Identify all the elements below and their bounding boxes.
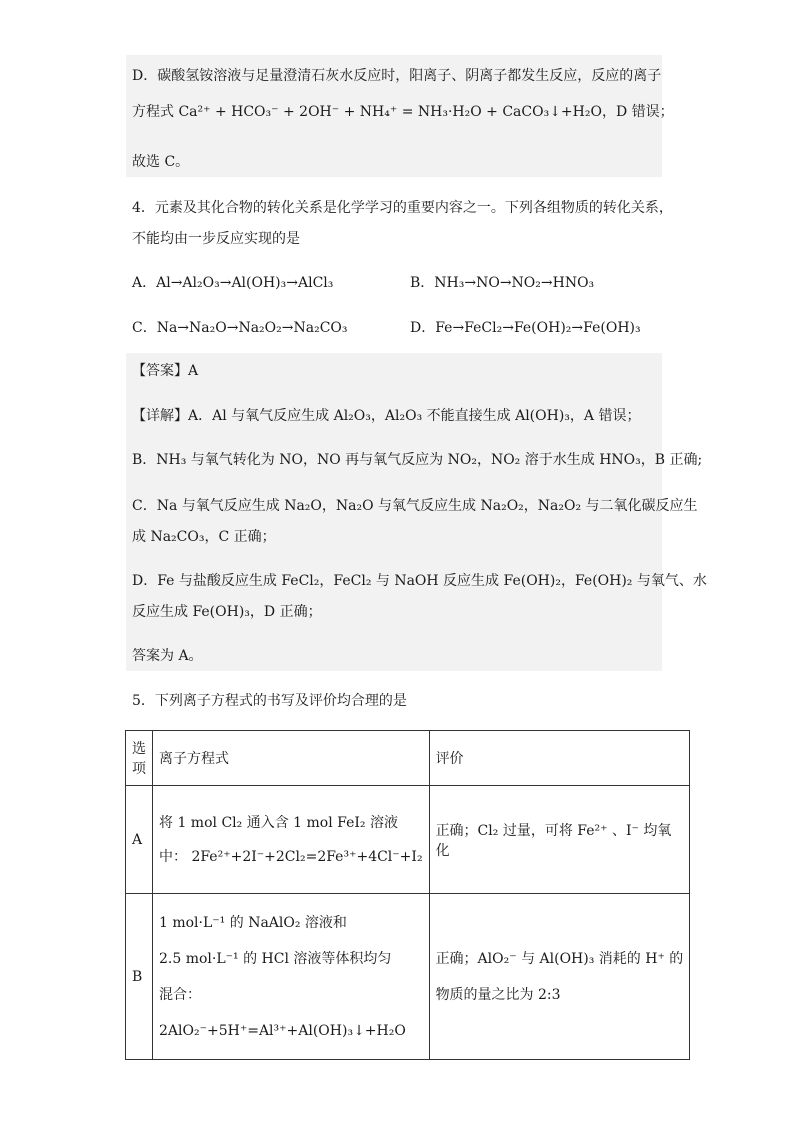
q4-option-b: B．NH₃→NO→NO₂→HNO₃: [410, 275, 595, 291]
row-b-eq-line3: 混合：: [159, 986, 201, 1003]
q4-option-a: A．Al→Al₂O₃→Al(OH)₃→AlCl₃: [132, 275, 334, 291]
table-row: [126, 786, 690, 894]
q4-detail-c-line2: 成 Na₂CO₃，C 正确；: [132, 529, 276, 545]
q5-stem: 5．下列离子方程式的书写及评价均合理的是: [132, 693, 407, 709]
row-a-option: A: [126, 786, 153, 894]
q5-table: [125, 730, 690, 1060]
q4-stem-line1: 4．元素及其化合物的转化关系是化学学习的重要内容之一。下列各组物质的转化关系，: [132, 200, 673, 216]
q4-detail-b: B．NH₃ 与氧气转化为 NO，NO 再与氧气反应为 NO₂，NO₂ 溶于水生成 HNO₃，B 正确;: [132, 452, 703, 468]
q4-detail-d-line1: D．Fe 与盐酸反应生成 FeCl₂，FeCl₂ 与 NaOH 反应生成 Fe(OH)₂，Fe(OH)₂ 与氧气、水: [132, 573, 707, 589]
q3-option-d-line1: D．碳酸氢铵溶液与足量澄清石灰水反应时，阳离子、阴离子都发生反应，反应的离子: [132, 68, 662, 84]
row-b-evaluation: [429, 894, 690, 1060]
row-b-equation: [153, 894, 430, 1060]
q4-stem-line2: 不能均由一步反应实现的是: [132, 231, 300, 247]
header-option: 选项: [126, 731, 153, 786]
row-b-eq-line1: 1 mol·L⁻¹ 的 NaAlO₂ 溶液和: [159, 914, 347, 931]
row-a-eq-line2: 中： 2Fe²⁺+2I⁻+2Cl₂=2Fe³⁺+4Cl⁻+I₂: [159, 848, 423, 865]
q4-detail-d-line2: 反应生成 Fe(OH)₃，D 正确；: [132, 604, 322, 620]
table-row: [126, 894, 690, 1060]
q3-choose: 故选 C。: [132, 154, 190, 170]
q4-detail-c-line1: C．Na 与氧气反应生成 Na₂O，Na₂O 与氧气反应生成 Na₂O₂，Na₂O₂ 与二氧化碳反应生: [132, 498, 698, 514]
q3-option-d-line2: 方程式 Ca²⁺ + HCO₃⁻ + 2OH⁻ + NH₄⁺ = NH₃·H₂O + CaCO₃↓+H₂O，D 错误；: [132, 104, 674, 120]
row-b-option: B: [126, 894, 153, 1060]
table-header-row: [126, 731, 690, 786]
header-equation: 离子方程式: [153, 731, 430, 786]
header-evaluation: 评价: [429, 731, 690, 786]
row-a-eq-line1: 将 1 mol Cl₂ 通入含 1 mol FeI₂ 溶液: [159, 814, 398, 831]
row-b-eval-line1: 正确；AlO₂⁻ 与 Al(OH)₃ 消耗的 H⁺ 的: [435, 950, 684, 967]
row-a-equation: [153, 786, 430, 894]
row-a-evaluation: 正确；Cl₂ 过量，可将 Fe²⁺ 、I⁻ 均氧化: [429, 786, 690, 894]
row-b-eval-line2: 物质的量之比为 2:3: [435, 986, 561, 1003]
row-b-eq-line2: 2.5 mol·L⁻¹ 的 HCl 溶液等体积均匀: [159, 950, 392, 967]
q4-option-d: D．Fe→FeCl₂→Fe(OH)₂→Fe(OH)₃: [410, 320, 641, 336]
row-b-eq-line4: 2AlO₂⁻+5H⁺=Al³⁺+Al(OH)₃↓+H₂O: [159, 1022, 406, 1039]
q4-detail-a: 【详解】A．Al 与氧气反应生成 Al₂O₃，Al₂O₃ 不能直接生成 Al(OH)₃，A 错误；: [132, 408, 641, 424]
q4-option-c: C．Na→Na₂O→Na₂O₂→Na₂CO₃: [132, 320, 348, 336]
q4-conclusion: 答案为 A。: [132, 648, 203, 664]
q4-answer: 【答案】A: [132, 363, 199, 379]
